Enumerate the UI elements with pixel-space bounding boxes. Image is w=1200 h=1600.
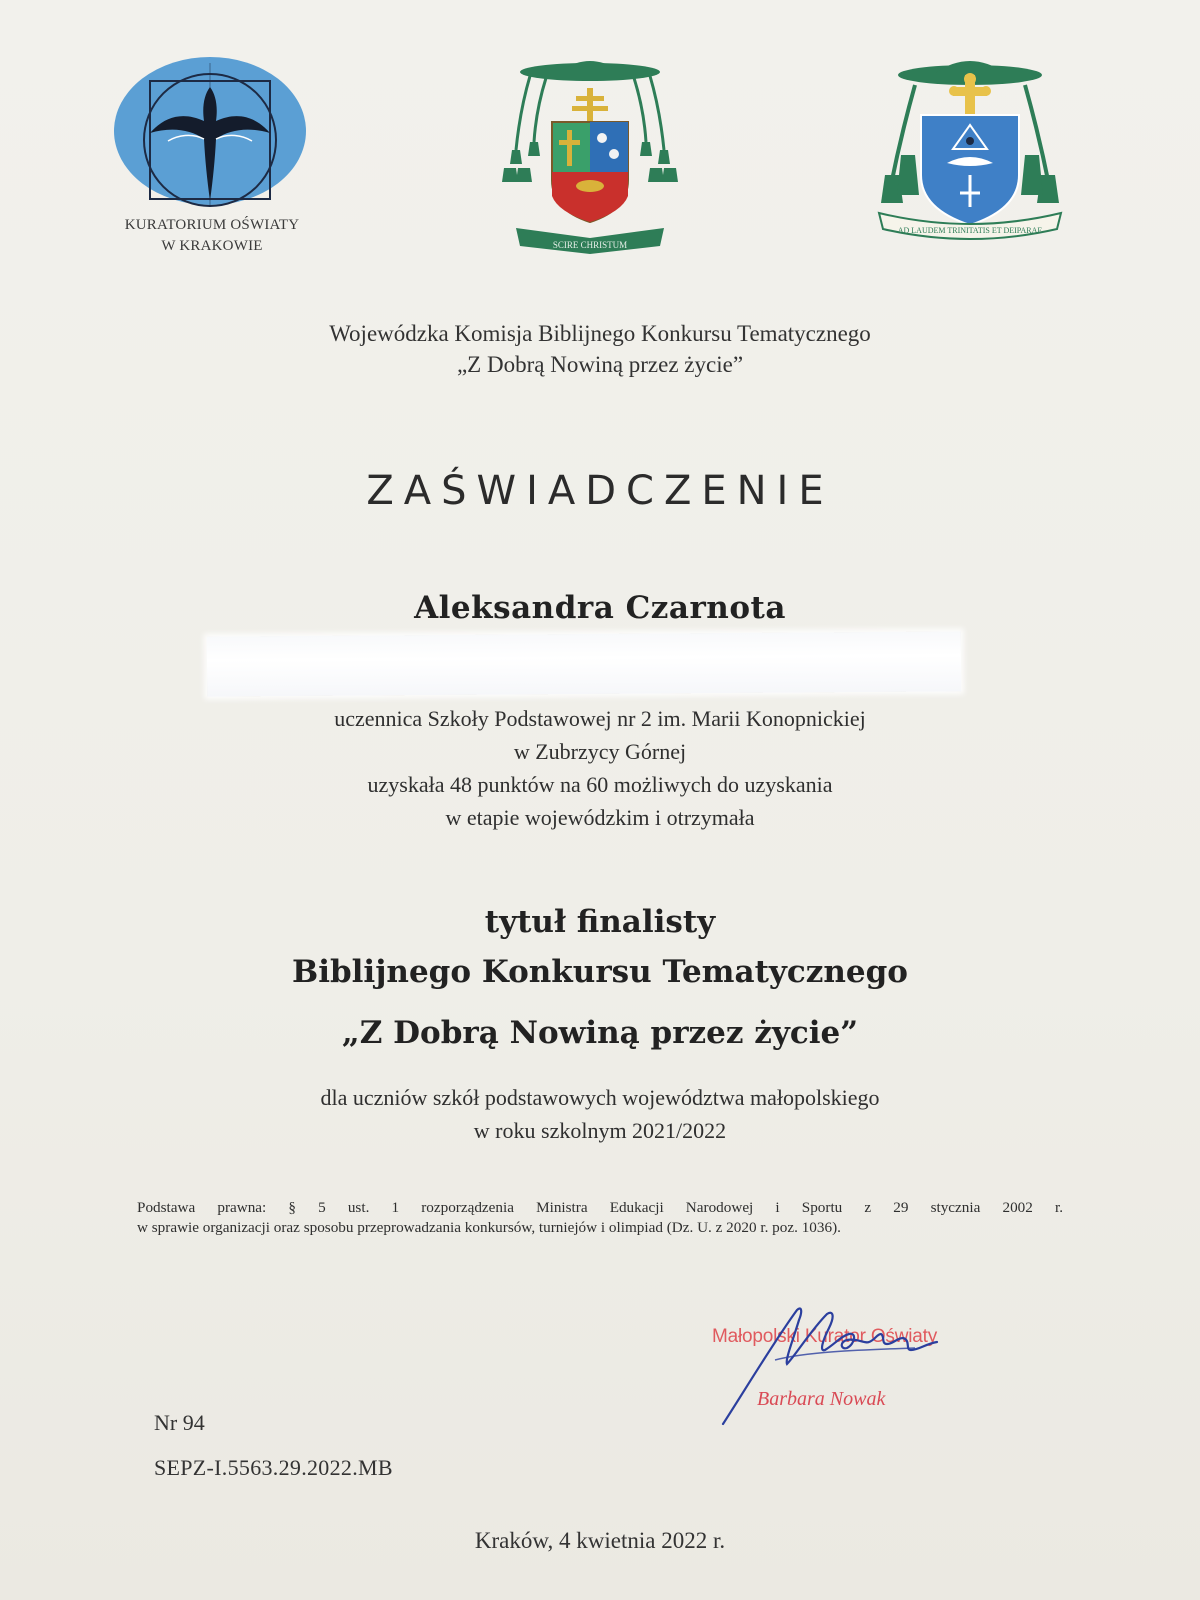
bishop-coat-of-arms-2 bbox=[875, 45, 1065, 245]
student-name: Aleksandra Czarnota bbox=[414, 590, 786, 626]
document-title: ZAŚWIADCZENIE bbox=[366, 468, 834, 514]
audience bbox=[0, 1081, 1200, 1147]
place-and-date: Kraków, 4 kwietnia 2022 r. bbox=[474, 1528, 726, 1553]
stamp-title: Małopolski Kurator Oświaty bbox=[712, 1326, 937, 1347]
stamp-name: Barbara Nowak bbox=[757, 1388, 886, 1410]
legal-basis-line-1: Podstawa prawna: § 5 ust. 1 rozporządzenia Ministra Edukacji Narodowej i Sportu z 29 stycznia 2002 r. bbox=[137, 1199, 1063, 1216]
kuratorium-logo-line1: KURATORIUM OŚWIATY bbox=[124, 217, 300, 233]
bishop-coat-of-arms-1 bbox=[490, 50, 690, 260]
student-info-line-1: uczennica Szkoły Podstawowej nr 2 im. Marii Konopnickiej bbox=[334, 706, 866, 731]
handwritten-signature bbox=[715, 1300, 965, 1430]
audience-line-2: w roku szkolnym 2021/2022 bbox=[473, 1118, 727, 1143]
coat-of-arms-icon bbox=[490, 50, 690, 260]
student-info-line-4: w etapie wojewódzkim i otrzymała bbox=[445, 805, 755, 830]
award-line-2: Biblijnego Konkursu Tematycznego bbox=[292, 954, 908, 990]
student-info bbox=[0, 702, 1200, 834]
organizer-header bbox=[0, 318, 1200, 380]
organizer-name: Wojewódzka Komisja Biblijnego Konkursu Tematycznego bbox=[329, 321, 871, 346]
kuratorium-logo bbox=[112, 55, 312, 265]
contest-name: „Z Dobrą Nowiną przez życie” bbox=[341, 1015, 859, 1051]
audience-line-1: dla uczniów szkół podstawowych województwa małopolskiego bbox=[320, 1085, 880, 1110]
coat2-motto: AD LAUDEM TRINITATIS ET DEIPARAE bbox=[897, 226, 1043, 235]
student-info-line-2: w Zubrzycy Górnej bbox=[513, 739, 687, 764]
document-reference: SEPZ-I.5563.29.2022.MB bbox=[154, 1455, 393, 1480]
signature-icon bbox=[715, 1300, 965, 1430]
award-line-1: tytuł finalisty bbox=[484, 904, 716, 940]
document-number: Nr 94 bbox=[154, 1410, 205, 1435]
redacted-area bbox=[207, 631, 961, 696]
kuratorium-logo-line2: W KRAKOWIE bbox=[161, 238, 263, 254]
swallow-emblem-icon bbox=[112, 55, 312, 215]
contest-quote-header: „Z Dobrą Nowiną przez życie” bbox=[456, 352, 744, 377]
award-title bbox=[0, 897, 1200, 997]
coat-of-arms-icon bbox=[875, 45, 1065, 245]
coat1-motto: SCIRE CHRISTUM bbox=[552, 240, 628, 250]
legal-basis bbox=[137, 1198, 1063, 1238]
student-info-line-3: uzyskała 48 punktów na 60 możliwych do uzyskania bbox=[367, 772, 833, 797]
legal-basis-line-2: w sprawie organizacji oraz sposobu przeprowadzania konkursów, turniejów i olimpiad (Dz. U. z 2020 r. poz. 1036). bbox=[137, 1219, 841, 1236]
